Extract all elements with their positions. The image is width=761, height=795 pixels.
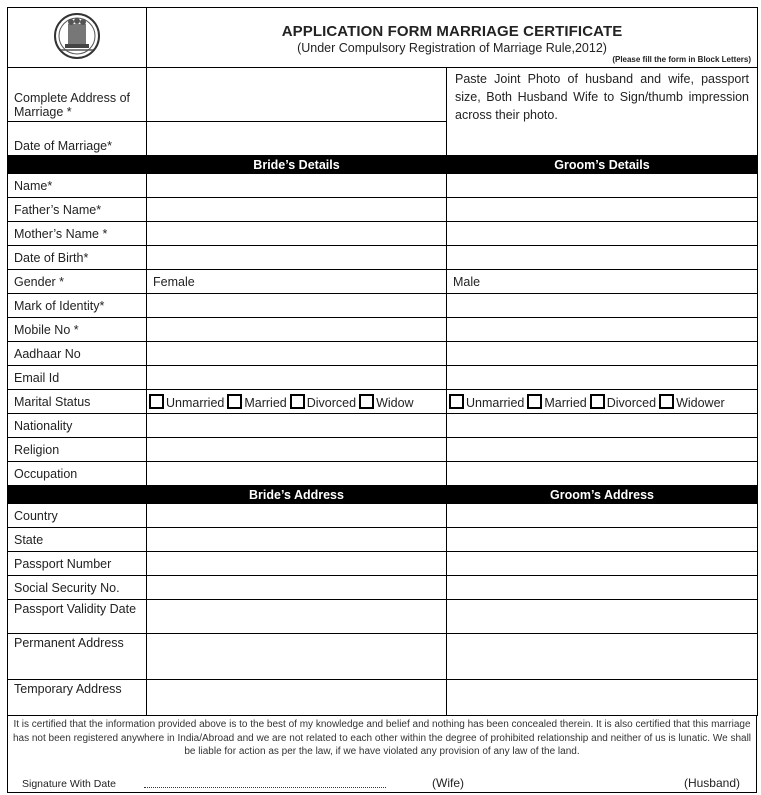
- groom-state-field[interactable]: [447, 528, 758, 552]
- groom-temporary-address-field[interactable]: [447, 680, 758, 716]
- bride-divorced-checkbox[interactable]: [290, 394, 305, 409]
- groom-aadhaar-no-field[interactable]: [447, 342, 758, 366]
- bride-widow-checkbox[interactable]: [359, 394, 374, 409]
- form-row: [8, 600, 758, 634]
- bride-marital-status: [147, 390, 447, 414]
- form-row: [8, 634, 758, 680]
- marital-status-label: Marital Status: [8, 390, 147, 414]
- form-row: [8, 414, 758, 438]
- title-cell: [147, 8, 758, 68]
- groom-mother-s-name-field[interactable]: [447, 222, 758, 246]
- form-row: [8, 246, 758, 270]
- groom-email-id-field[interactable]: [447, 366, 758, 390]
- nationality-label: Nationality: [8, 414, 147, 438]
- groom-passport-validity-date-field[interactable]: [447, 600, 758, 634]
- groom-occupation-field[interactable]: [447, 462, 758, 486]
- form-row: [8, 174, 758, 198]
- groom-divorced-checkbox[interactable]: [590, 394, 605, 409]
- date-of-birth-label: Date of Birth*: [8, 246, 147, 270]
- bride-mother-s-name-field[interactable]: [147, 222, 447, 246]
- groom-passport-number-field[interactable]: [447, 552, 758, 576]
- bride-father-s-name-field[interactable]: [147, 198, 447, 222]
- bride-aadhaar-no-field[interactable]: [147, 342, 447, 366]
- certification-footer: [7, 716, 757, 793]
- name-label: Name*: [8, 174, 147, 198]
- form-row: [8, 342, 758, 366]
- bride-gender-field[interactable]: Female: [147, 270, 447, 294]
- bride-details-header: Bride’s Details: [147, 156, 447, 174]
- bride-country-field[interactable]: [147, 504, 447, 528]
- permanent-address-label: Permanent Address: [8, 634, 147, 680]
- details-header-blank: [8, 156, 147, 174]
- groom-gender-field[interactable]: Male: [447, 270, 758, 294]
- bride-married-label: Married: [244, 395, 287, 410]
- email-id-label: Email Id: [8, 366, 147, 390]
- groom-social-security-no-field[interactable]: [447, 576, 758, 600]
- bride-name-field[interactable]: [147, 174, 447, 198]
- form-row: [8, 366, 758, 390]
- form-row: [8, 680, 758, 716]
- groom-religion-field[interactable]: [447, 438, 758, 462]
- country-label: Country: [8, 504, 147, 528]
- groom-unmarried-label: Unmarried: [466, 395, 525, 410]
- form-row: [8, 552, 758, 576]
- form-row: [8, 198, 758, 222]
- form-row: [8, 438, 758, 462]
- marriage-address-field[interactable]: [147, 68, 447, 122]
- marriage-date-label: Date of Marriage*: [8, 122, 147, 156]
- marriage-application-form: [7, 7, 757, 793]
- bride-religion-field[interactable]: [147, 438, 447, 462]
- religion-label: Religion: [8, 438, 147, 462]
- signature-field[interactable]: [144, 787, 386, 788]
- mobile-no-label: Mobile No *: [8, 318, 147, 342]
- bride-divorced-label: Divorced: [306, 395, 357, 410]
- groom-mark-of-identity-field[interactable]: [447, 294, 758, 318]
- form-row: [8, 528, 758, 552]
- wife-label: (Wife): [432, 776, 464, 790]
- bride-mark-of-identity-field[interactable]: [147, 294, 447, 318]
- groom-country-field[interactable]: [447, 504, 758, 528]
- form-row: [8, 270, 758, 294]
- groom-divorced-label: Divorced: [606, 395, 657, 410]
- bride-passport-number-field[interactable]: [147, 552, 447, 576]
- groom-married-checkbox[interactable]: [527, 394, 542, 409]
- bride-temporary-address-field[interactable]: [147, 680, 447, 716]
- form-row: [8, 318, 758, 342]
- social-security-no-label: Social Security No.: [8, 576, 147, 600]
- bride-passport-validity-date-field[interactable]: [147, 600, 447, 634]
- groom-permanent-address-field[interactable]: [447, 634, 758, 680]
- form-row: [8, 462, 758, 486]
- groom-name-field[interactable]: [447, 174, 758, 198]
- form-table: [7, 7, 758, 716]
- groom-unmarried-checkbox[interactable]: [449, 394, 464, 409]
- logo-cell: [8, 8, 147, 68]
- occupation-label: Occupation: [8, 462, 147, 486]
- bride-mobile-no-field[interactable]: [147, 318, 447, 342]
- gender-label: Gender *: [8, 270, 147, 294]
- husband-label: (Husband): [683, 776, 740, 790]
- groom-married-label: Married: [544, 395, 587, 410]
- aadhaar-no-label: Aadhaar No: [8, 342, 147, 366]
- passport-number-label: Passport Number: [8, 552, 147, 576]
- temporary-address-label: Temporary Address: [8, 680, 147, 716]
- mother-s-name-label: Mother’s Name *: [8, 222, 147, 246]
- bride-widow-label: Widow: [376, 395, 414, 410]
- groom-nationality-field[interactable]: [447, 414, 758, 438]
- form-title: APPLICATION FORM MARRIAGE CERTIFICATE: [281, 23, 623, 40]
- bride-married-checkbox[interactable]: [227, 394, 242, 409]
- bride-permanent-address-field[interactable]: [147, 634, 447, 680]
- bride-email-id-field[interactable]: [147, 366, 447, 390]
- state-label: State: [8, 528, 147, 552]
- bride-occupation-field[interactable]: [147, 462, 447, 486]
- bride-social-security-no-field[interactable]: [147, 576, 447, 600]
- joint-photo-box[interactable]: Paste Joint Photo of husband and wife, passport size, Both Husband Wife to Sign/thumb impression across their photo.: [447, 68, 758, 156]
- groom-widower-checkbox[interactable]: [659, 394, 674, 409]
- bride-unmarried-checkbox[interactable]: [149, 394, 164, 409]
- marriage-date-field[interactable]: [147, 122, 447, 156]
- block-letters-note: (Please fill the form in Block Letters): [612, 55, 752, 64]
- groom-details-header: Groom’s Details: [447, 156, 758, 174]
- form-row: [8, 504, 758, 528]
- form-row: [8, 294, 758, 318]
- address-header-blank: [8, 486, 147, 504]
- mark-of-identity-label: Mark of Identity*: [8, 294, 147, 318]
- government-emblem-icon: [51, 10, 103, 62]
- passport-validity-date-label: Passport Validity Date: [8, 600, 147, 634]
- signature-label: Signature With Date: [22, 778, 116, 790]
- groom-date-of-birth-field[interactable]: [447, 246, 758, 270]
- certification-text: It is certified that the information provided above is to the best of my knowledge and belief and nothing has been concealed therein. It is also certified that this marriage has not been registered anywhere in India/Abroad and we are not related to each other within the degree of prohibited relationship and neither of us is lunatic. We shall be liable for action as per the law, if we have violated any provision of any law of the land.: [12, 719, 752, 757]
- form-row: [8, 576, 758, 600]
- marriage-address-label: Complete Address of Marriage *: [8, 68, 147, 122]
- groom-marital-status: [447, 390, 758, 414]
- form-row: [8, 222, 758, 246]
- groom-widower-label: Widower: [676, 395, 725, 410]
- bride-nationality-field[interactable]: [147, 414, 447, 438]
- bride-state-field[interactable]: [147, 528, 447, 552]
- bride-address-header: Bride’s Address: [147, 486, 447, 504]
- father-s-name-label: Father’s Name*: [8, 198, 147, 222]
- form-subtitle: (Under Compulsory Registration of Marriage Rule,2012): [297, 41, 607, 55]
- groom-address-header: Groom’s Address: [447, 486, 758, 504]
- groom-mobile-no-field[interactable]: [447, 318, 758, 342]
- bride-date-of-birth-field[interactable]: [147, 246, 447, 270]
- bride-unmarried-label: Unmarried: [166, 395, 225, 410]
- groom-father-s-name-field[interactable]: [447, 198, 758, 222]
